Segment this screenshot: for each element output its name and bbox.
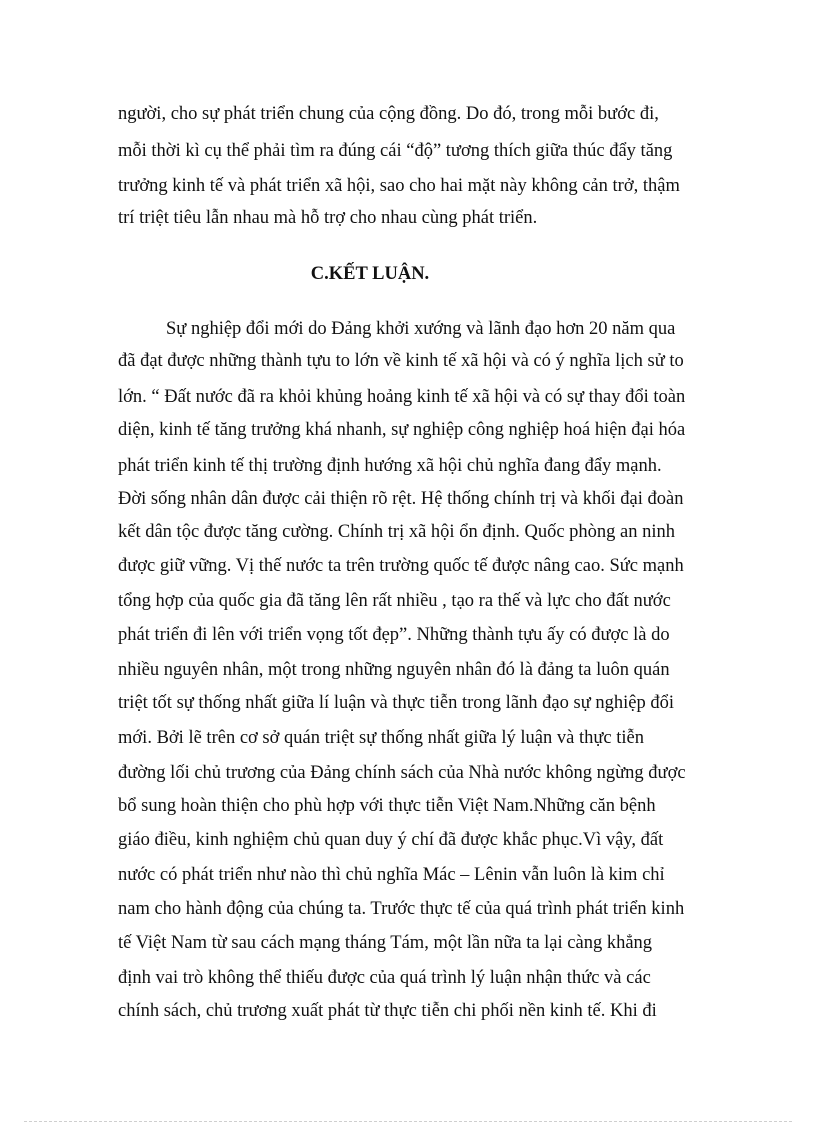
paragraph-2-line-8: được giữ vững. Vị thế nước ta trên trường quốc tế được nâng cao. Sức mạnh [118, 556, 684, 576]
section-heading: C.KẾT LUẬN. [310, 264, 430, 284]
paragraph-1-line-4: trí triệt tiêu lẫn nhau mà hỗ trợ cho nhau cùng phát triển. [118, 208, 538, 228]
paragraph-2-line-2: đã đạt được những thành tựu to lớn về kinh tế xã hội và có ý nghĩa lịch sử to [118, 351, 684, 371]
paragraph-2-line-21: chính sách, chủ trương xuất phát từ thực tiễn chi phối nền kinh tế. Khi đi [118, 1001, 657, 1021]
paragraph-2-line-9: tổng hợp của quốc gia đã tăng lên rất nhiều , tạo ra thế và lực cho đất nước [118, 591, 671, 611]
paragraph-2-line-7: kết dân tộc được tăng cường. Chính trị xã hội ổn định. Quốc phòng an ninh [118, 522, 676, 542]
paragraph-2-line-15: bổ sung hoàn thiện cho phù hợp với thực tiễn Việt Nam.Những căn bệnh [118, 796, 656, 816]
paragraph-2-line-20: định vai trò không thể thiếu được của quá trình lý luận nhận thức và các [118, 968, 651, 988]
paragraph-2-line-18: nam cho hành động của chúng ta. Trước thực tế của quá trình phát triển kinh [118, 899, 685, 919]
paragraph-2-line-4: diện, kinh tế tăng trưởng khá nhanh, sự nghiệp công nghiệp hoá hiện đại hóa [118, 420, 686, 440]
page-bottom-border [24, 1121, 792, 1122]
paragraph-2-line-10: phát triển đi lên với triển vọng tốt đẹp”. Những thành tựu ấy có được là do [118, 625, 670, 645]
paragraph-2-line-19: tế Việt Nam từ sau cách mạng tháng Tám, một lần nữa ta lại càng khẳng [118, 933, 653, 953]
paragraph-2-line-12: triệt tốt sự thống nhất giữa lí luận và thực tiễn trong lãnh đạo sự nghiệp đổi [118, 693, 674, 713]
paragraph-2-line-14: đường lối chủ trương của Đảng chính sách của Nhà nước không ngừng được [118, 763, 686, 783]
paragraph-2-line-17: nước có phát triển như nào thì chủ nghĩa Mác – Lênin vẫn luôn là kim chỉ [118, 865, 665, 885]
paragraph-2-line-11: nhiều nguyên nhân, một trong những nguyên nhân đó là đảng ta luôn quán [118, 660, 670, 680]
paragraph-2-line-3: lớn. “ Đất nước đã ra khỏi khủng hoảng kinh tế xã hội và có sự thay đổi toàn [118, 387, 686, 407]
paragraph-2-line-16: giáo điều, kinh nghiệm chủ quan duy ý chí đã được khắc phục.Vì vậy, đất [118, 830, 664, 850]
paragraph-2-line-13: mới. Bởi lẽ trên cơ sở quán triệt sự thống nhất giữa lý luận và thực tiễn [118, 728, 644, 748]
paragraph-2-line-6: Đời sống nhân dân được cải thiện rõ rệt. Hệ thống chính trị và khối đại đoàn [118, 489, 684, 509]
paragraph-1-line-3: trưởng kinh tế và phát triển xã hội, sao cho hai mặt này không cản trở, thậm [118, 176, 680, 196]
paragraph-1-line-2: mỗi thời kì cụ thể phải tìm ra đúng cái “độ” tương thích giữa thúc đẩy tăng [118, 141, 673, 161]
paragraph-2-line-1: Sự nghiệp đổi mới do Đảng khởi xướng và lãnh đạo hơn 20 năm qua [166, 319, 676, 339]
paragraph-2-line-5: phát triển kinh tế thị trường định hướng xã hội chủ nghĩa đang đẩy mạnh. [118, 456, 662, 476]
paragraph-1-line-1: người, cho sự phát triển chung của cộng đồng. Do đó, trong mỗi bước đi, [118, 104, 659, 124]
